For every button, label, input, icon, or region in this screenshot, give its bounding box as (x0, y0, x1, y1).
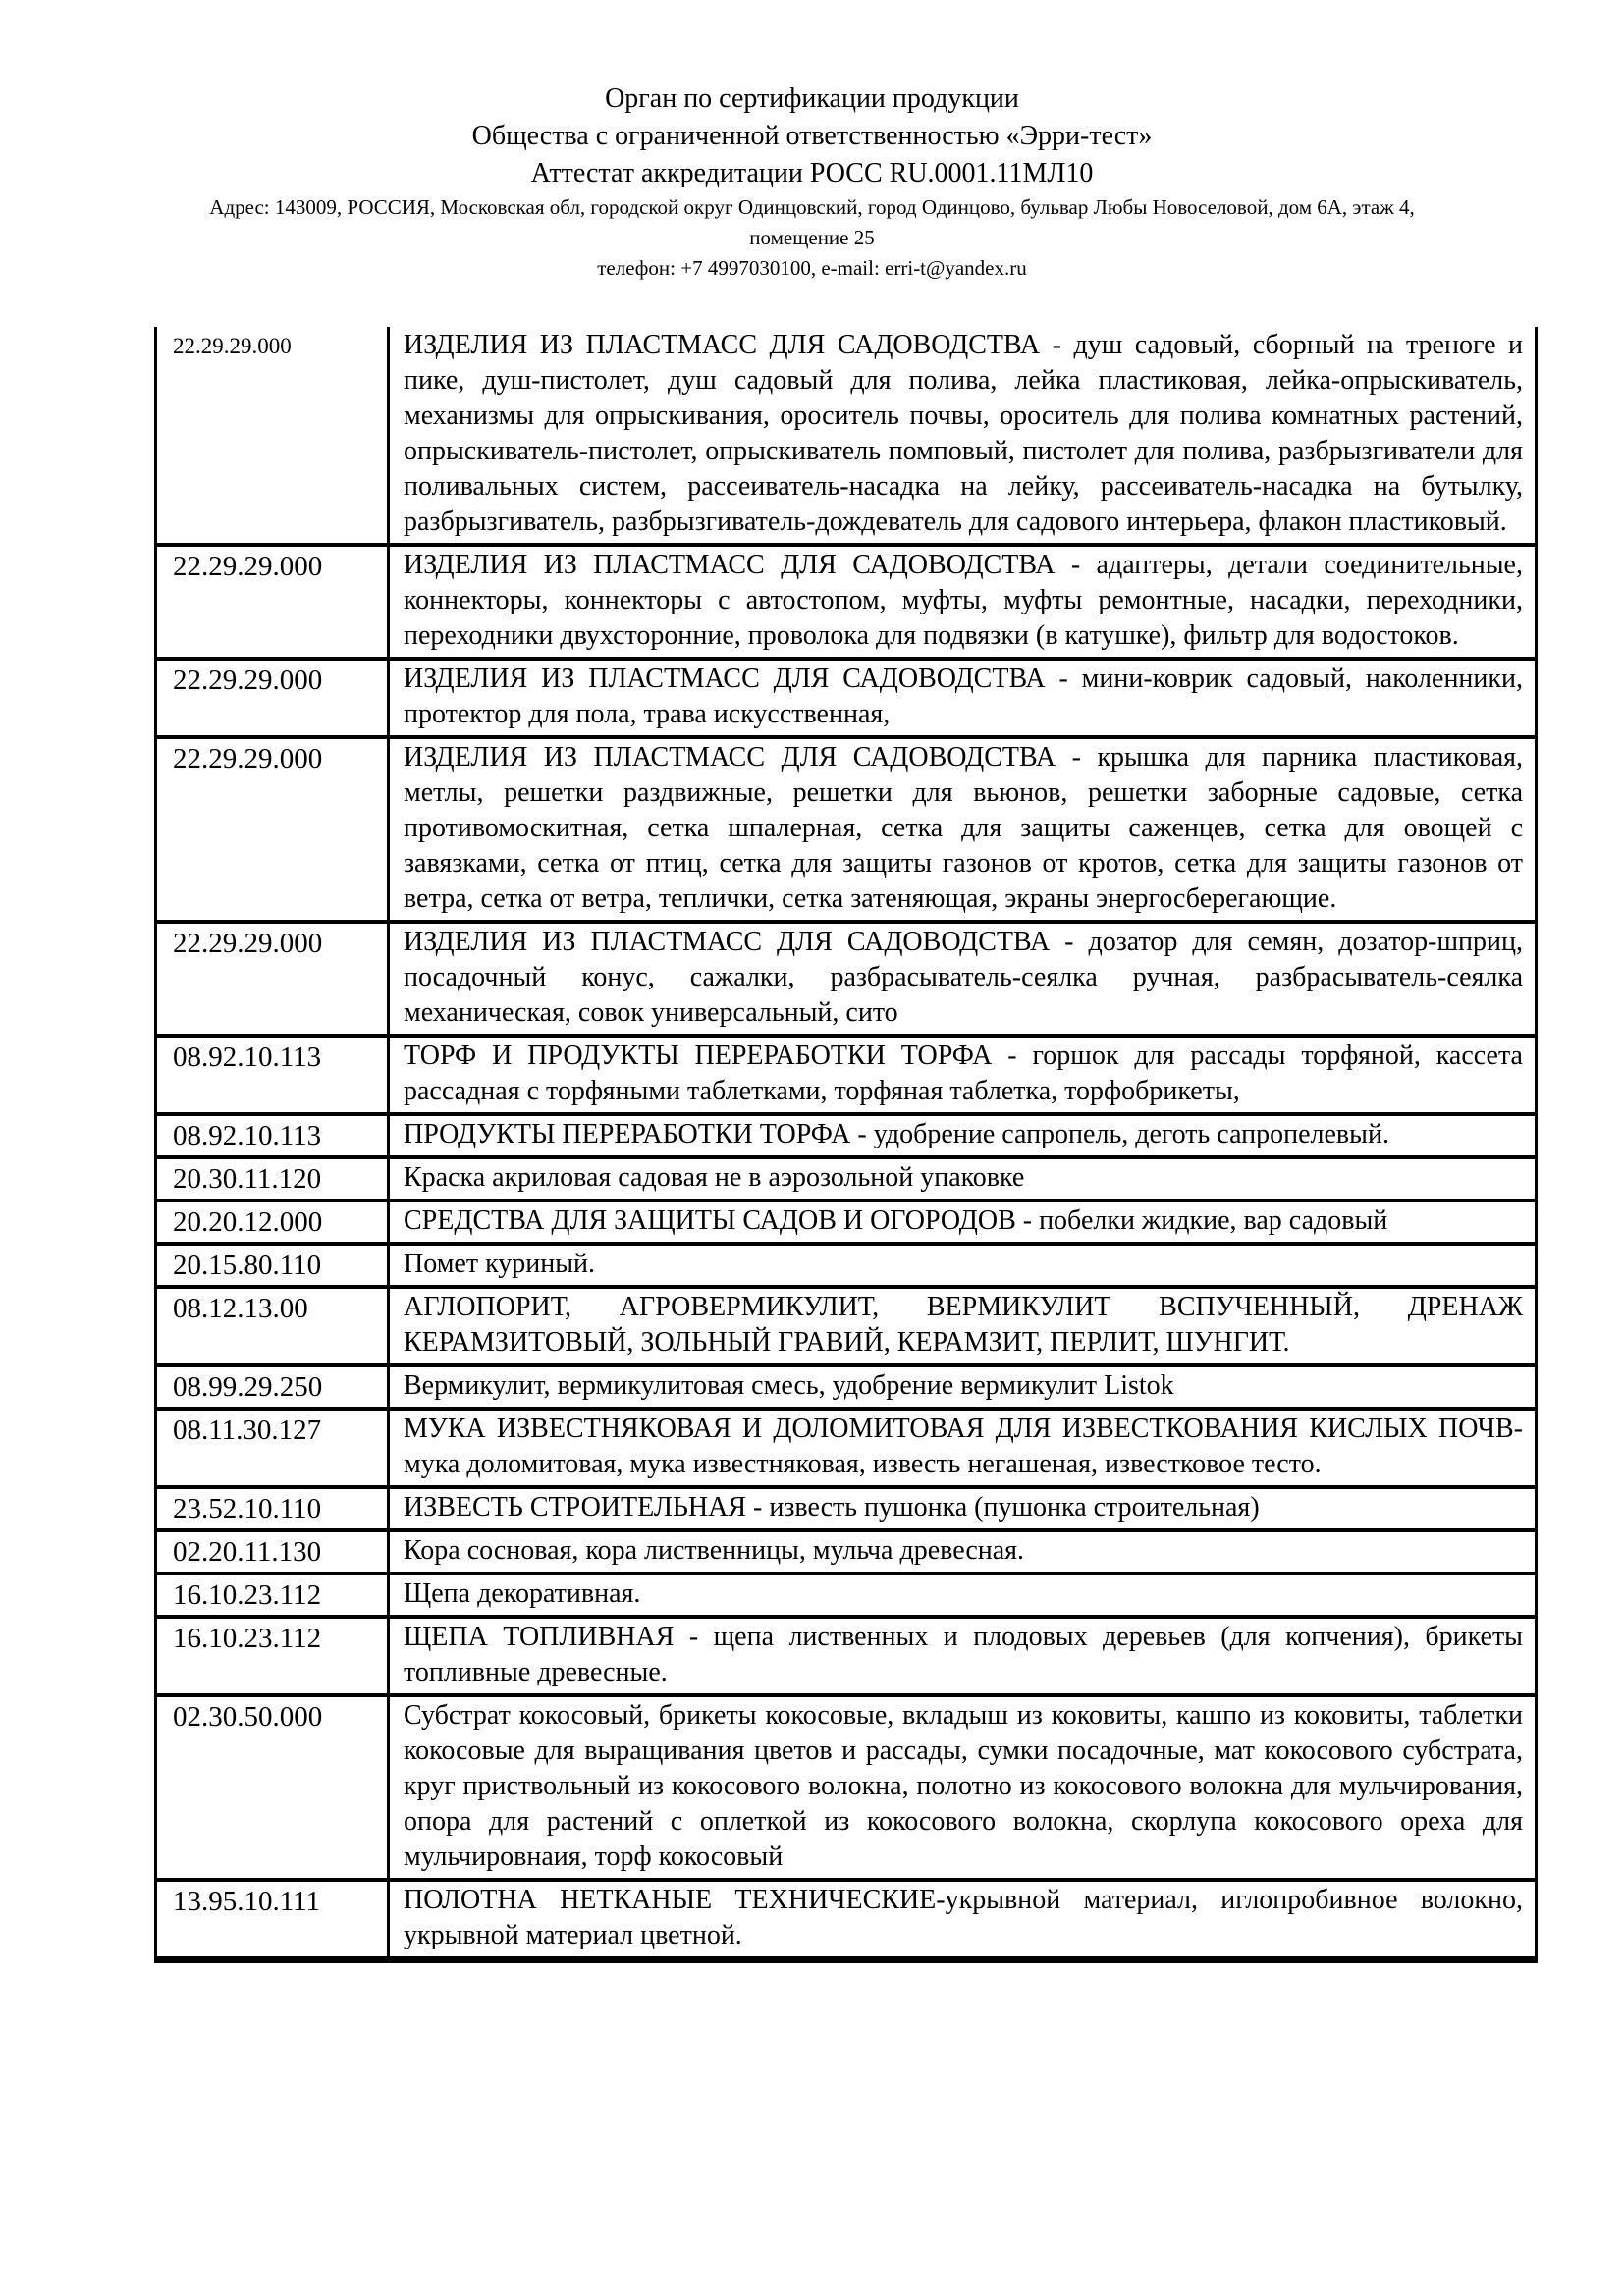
product-description-cell: ИЗВЕСТЬ СТРОИТЕЛЬНАЯ - известь пушонка (пушонка строительная) (389, 1487, 1537, 1530)
table-row (156, 1617, 1537, 1695)
product-description-cell: Субстрат кокосовый, брикеты кокосовые, вкладыш из коковиты, кашпо из коковиты, таблетки кокосовые для выращивания цветов и рассады, сумки посадочные, мат кокосового субстрата, круг приствольный из кокосового волокна, полотно из кокосового волокна для мульчирования, опора для растений с оплеткой из кокосового волокна, скорлупа кокосового ореха для мульчировнаия, торф кокосовый (389, 1695, 1537, 1880)
product-description-cell: Вермикулит, вермикулитовая смесь, удобрение вермикулит Listok (389, 1365, 1537, 1409)
table-row (156, 1409, 1537, 1487)
table-row (156, 1880, 1537, 1960)
table-row (156, 1287, 1537, 1365)
product-description-cell: ИЗДЕЛИЯ ИЗ ПЛАСТМАСС ДЛЯ САДОВОДСТВА - крышка для парника пластиковая, метлы, решетки раздвижные, решетки для вьюнов, решетки заборные садовые, сетка противомоскитная, сетка шпалерная, сетка для защиты саженцев, сетка для овощей с завязками, сетка от птиц, сетка для защиты газонов от кротов, сетка для защиты газонов от ветра, сетка от ветра, теплички, сетка затеняющая, экраны энергосберегающие. (389, 737, 1537, 922)
table-row (156, 1244, 1537, 1287)
document-header (0, 0, 1624, 284)
product-description-cell: ИЗДЕЛИЯ ИЗ ПЛАСТМАСС ДЛЯ САДОВОДСТВА - мини-коврик садовый, наколенники, протектор для пола, трава искусственная, (389, 659, 1537, 737)
table-row (156, 1695, 1537, 1880)
product-code-cell: 16.10.23.112 (156, 1574, 389, 1617)
product-description-cell: ТОРФ И ПРОДУКТЫ ПЕРЕРАБОТКИ ТОРФА - горшок для рассады торфяной, кассета рассадная с торфяными таблетками, торфяная таблетка, торфобрикеты, (389, 1036, 1537, 1114)
product-description-cell: ИЗДЕЛИЯ ИЗ ПЛАСТМАСС ДЛЯ САДОВОДСТВА - дозатор для семян, дозатор-шприц, посадочный конус, сажалки, разбрасыватель-сеялка ручная, разбрасыватель-сеялка механическая, совок универсальный, сито (389, 922, 1537, 1036)
organization-name-line: Общества с ограниченной ответственностью «Эрри-тест» (471, 121, 1153, 151)
table-row (156, 1114, 1537, 1157)
table-row (156, 1365, 1537, 1409)
product-description-cell: ЩЕПА ТОПЛИВНАЯ - щепа лиственных и плодовых деревьев (для копчения), брикеты топливные древесные. (389, 1617, 1537, 1695)
product-code-cell: 08.11.30.127 (156, 1409, 389, 1487)
product-code-cell: 08.92.10.113 (156, 1036, 389, 1114)
product-code-cell: 02.20.11.130 (156, 1530, 389, 1574)
table-row (156, 1157, 1537, 1201)
product-code-cell: 08.92.10.113 (156, 1114, 389, 1157)
accreditation-line: Аттестат аккредитации РОСС RU.0001.11МЛ10 (530, 158, 1094, 188)
product-code-cell: 22.29.29.000 (156, 922, 389, 1036)
product-description-cell: ИЗДЕЛИЯ ИЗ ПЛАСТМАСС ДЛЯ САДОВОДСТВА - душ садовый, сборный на треноге и пике, душ-пистолет, душ садовый для полива, лейка пластиковая, лейка-опрыскиватель, механизмы для опрыскивания, ороситель почвы, ороситель для полива комнатных растений, опрыскиватель-пистолет, опрыскиватель помповый, пистолет для полива, разбрызгиватели для поливальных систем, рассеиватель-насадка на лейку, рассеиватель-насадка на бутылку, разбрызгиватель, разбрызгиватель-дождеватель для садового интерьера, флакон пластиковый. (404, 330, 1523, 537)
product-table (154, 327, 1538, 1963)
table-row (156, 327, 1537, 545)
table-row (156, 1201, 1537, 1244)
product-code-cell: 08.12.13.00 (156, 1287, 389, 1365)
product-description-cell: МУКА ИЗВЕСТНЯКОВАЯ И ДОЛОМИТОВАЯ ДЛЯ ИЗВЕСТКОВАНИЯ КИСЛЫХ ПОЧВ-мука доломитовая, мука известняковая, известь негашеная, известковое тесто. (389, 1409, 1537, 1487)
product-table-body (156, 327, 1537, 1960)
table-row (156, 1530, 1537, 1574)
product-description-cell: Краска акриловая садовая не в аэрозольной упаковке (389, 1157, 1537, 1201)
address-line-2: помещение 25 (749, 226, 875, 249)
table-row (156, 1487, 1537, 1530)
product-code-cell: 16.10.23.112 (156, 1617, 389, 1695)
product-code-cell: 13.95.10.111 (156, 1880, 389, 1960)
product-code-cell: 20.20.12.000 (156, 1201, 389, 1244)
product-description-cell: СРЕДСТВА ДЛЯ ЗАЩИТЫ САДОВ И ОГОРОДОВ - побелки жидкие, вар садовый (389, 1201, 1537, 1244)
product-description-cell: ИЗДЕЛИЯ ИЗ ПЛАСТМАСС ДЛЯ САДОВОДСТВА - адаптеры, детали соединительные, коннекторы, коннекторы с автостопом, муфты, муфты ремонтные, насадки, переходники, переходники двухсторонние, проволока для подвязки (в катушке), фильтр для водостоков. (389, 545, 1537, 659)
table-row (156, 737, 1537, 922)
product-description-cell: Помет куриный. (389, 1244, 1537, 1287)
product-code-cell: 22.29.29.000 (156, 545, 389, 659)
table-row (156, 1036, 1537, 1114)
product-code-cell: 02.30.50.000 (156, 1695, 389, 1880)
product-code-cell: 22.29.29.000 (156, 659, 389, 737)
table-row (156, 545, 1537, 659)
table-row (156, 1574, 1537, 1617)
table-row (156, 922, 1537, 1036)
contact-line: телефон: +7 4997030100, e-mail: erri-t@yandex.ru (597, 256, 1027, 280)
product-code-cell: 22.29.29.000 (156, 737, 389, 922)
table-row (156, 659, 1537, 737)
product-code-cell: 08.99.29.250 (156, 1365, 389, 1409)
product-code-cell: 22.29.29.000 (156, 327, 389, 545)
product-description-cell: Щепа декоративная. (389, 1574, 1537, 1617)
product-description-cell: Кора сосновая, кора лиственницы, мульча древесная. (389, 1530, 1537, 1574)
product-description-cell: ПРОДУКТЫ ПЕРЕРАБОТКИ ТОРФА - удобрение сапропель, деготь сапропелевый. (389, 1114, 1537, 1157)
product-description-cell: ПОЛОТНА НЕТКАНЫЕ ТЕХНИЧЕСКИЕ-укрывной материал, иглопробивное волокно, укрывной материал цветной. (389, 1880, 1537, 1960)
product-code-cell: 23.52.10.110 (156, 1487, 389, 1530)
product-code-cell: 20.30.11.120 (156, 1157, 389, 1201)
product-code-cell: 20.15.80.110 (156, 1244, 389, 1287)
certification-body-line: Орган по сертификации продукции (605, 83, 1019, 114)
address-line-1: Адрес: 143009, РОССИЯ, Московская обл, городской округ Одинцовский, город Одинцово, бульвар Любы Новоселовой, дом 6А, этаж 4, (209, 195, 1415, 219)
product-description-cell: АГЛОПОРИТ, АГРОВЕРМИКУЛИТ, ВЕРМИКУЛИТ ВСПУЧЕННЫЙ, ДРЕНАЖ КЕРАМЗИТОВЫЙ, ЗОЛЬНЫЙ ГРАВИЙ, КЕРАМЗИТ, ПЕРЛИТ, ШУНГИТ. (389, 1287, 1537, 1365)
